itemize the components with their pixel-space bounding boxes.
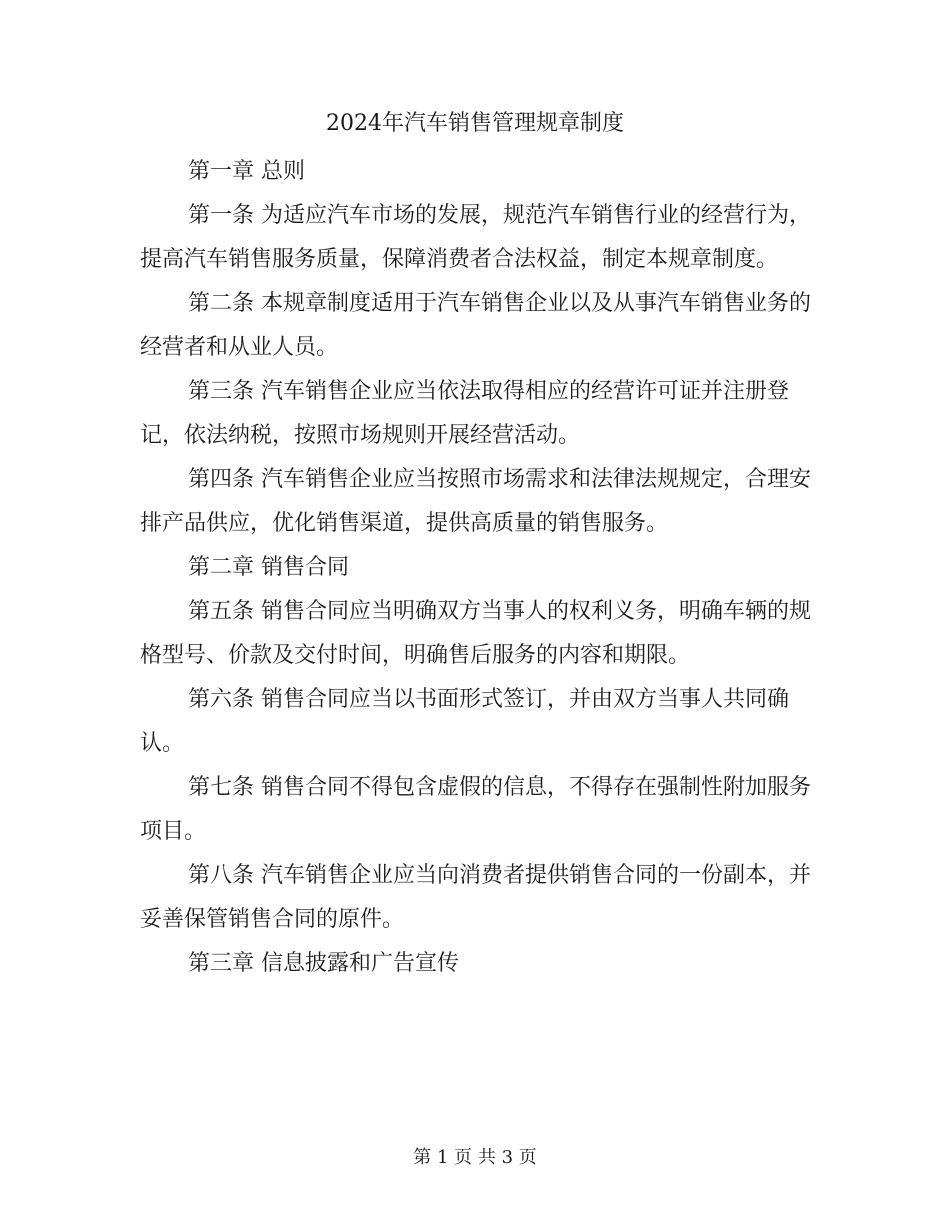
article-paragraph: 第三条 汽车销售企业应当依法取得相应的经营许可证并注册登记，依法纳税，按照市场规则开展经营活动。 xyxy=(140,379,789,448)
article-paragraph: 第二条 本规章制度适用于汽车销售企业以及从事汽车销售业务的经营者和从业人员。 xyxy=(140,291,811,360)
article-paragraph: 第五条 销售合同应当明确双方当事人的权利义务，明确车辆的规格型号、价款及交付时间，明确售后服务的内容和期限。 xyxy=(140,599,811,668)
page-footer: 第 1 页 共 3 页 xyxy=(413,1147,537,1168)
article-paragraph: 第八条 汽车销售企业应当向消费者提供销售合同的一份副本，并妥善保管销售合同的原件。 xyxy=(140,863,811,932)
article-paragraph: 第四条 汽车销售企业应当按照市场需求和法律法规规定，合理安排产品供应，优化销售渠道，提供高质量的销售服务。 xyxy=(140,467,811,536)
article-paragraph: 第一条 为适应汽车市场的发展，规范汽车销售行业的经营行为，提高汽车销售服务质量，保障消费者合法权益，制定本规章制度。 xyxy=(140,203,811,272)
chapter-heading: 第一章 总则 xyxy=(188,159,305,184)
article-paragraph: 第六条 销售合同应当以书面形式签订，并由双方当事人共同确认。 xyxy=(140,687,789,756)
article-paragraph: 第七条 销售合同不得包含虚假的信息，不得存在强制性附加服务项目。 xyxy=(140,775,811,844)
document-title: 2024年汽车销售管理规章制度 xyxy=(326,111,624,136)
document-body xyxy=(140,150,812,986)
chapter-heading: 第三章 信息披露和广告宣传 xyxy=(188,951,459,976)
chapter-heading: 第二章 销售合同 xyxy=(188,555,349,580)
